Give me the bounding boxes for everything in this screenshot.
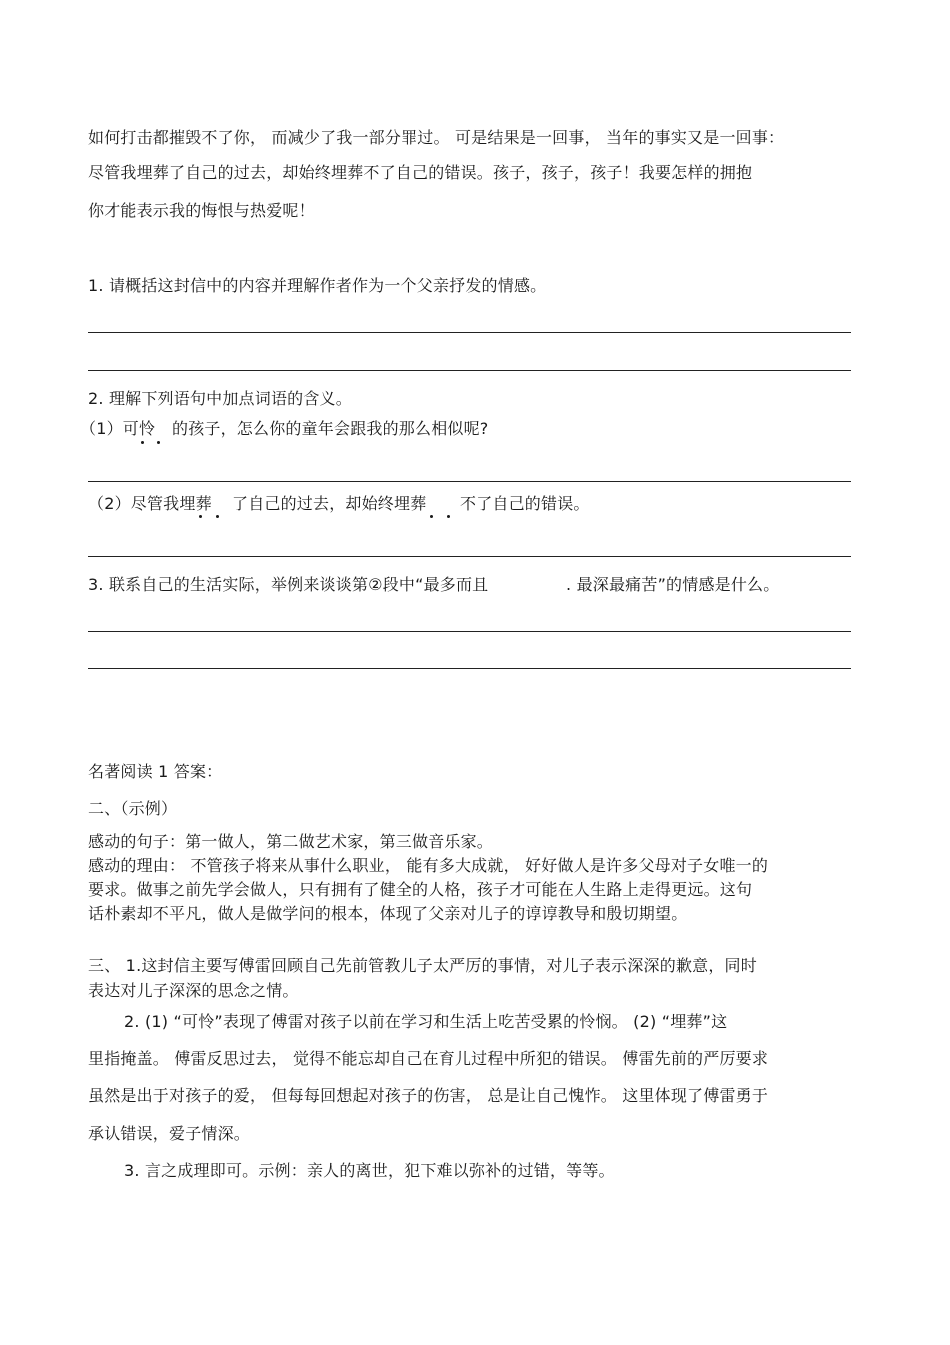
passage-line: 尽管我埋葬了自己的过去，却始终埋葬不了自己的错误。孩子，孩子，孩子！我要怎样的拥抱: [88, 163, 753, 182]
question-3-suffix: . 最深最痛苦”的情感是什么。: [566, 575, 780, 594]
question-1: 1. 请概括这封信中的内容并理解作者作为一个父亲抒发的情感。: [88, 276, 547, 295]
emphasis-dot: [157, 441, 160, 444]
emphasis-dot: [141, 441, 144, 444]
question-2-2-part-c: 不了自己的错误。: [460, 494, 590, 513]
answers-section-2-line: 感动的理由： 不管孩子将来从事什么职业， 能有多大成就， 好好做人是许多父母对子女唯一的: [88, 856, 769, 875]
answers-section-3-line: 三、 1.这封信主要写傅雷回顾自己先前管教儿子太严厉的事情，对儿子表示深深的歉意，同时: [88, 956, 757, 975]
answers-section-3-line: 表达对儿子深深的思念之情。: [88, 981, 299, 1000]
answers-item-2-line: 虽然是出于对孩子的爱， 但每每回想起对孩子的伤害， 总是让自己愧怍。 这里体现了傅雷勇于: [88, 1086, 769, 1105]
question-3-prefix: 3. 联系自己的生活实际，举例来谈谈第②段中“最多而且: [88, 575, 489, 594]
answers-section-2-line: 要求。做事之前先学会做人，只有拥有了健全的人格，孩子才可能在人生路上走得更远。这句: [88, 880, 753, 899]
passage-line: 你才能表示我的悔恨与热爱呢！: [88, 201, 315, 220]
answers-heading: 名著阅读 1 答案：: [88, 762, 223, 781]
emphasis-dot: [216, 515, 219, 518]
emphasis-dot: [447, 515, 450, 518]
answer-line: [88, 370, 851, 371]
answer-line: [88, 481, 851, 482]
answers-item-2-line: 承认错误，爱子情深。: [88, 1124, 251, 1143]
answers-item-2-line: 2. (1) “可怜”表现了傅雷对孩子以前在学习和生活上吃苦受累的怜悯。 (2) “埋葬”这: [124, 1012, 728, 1031]
emphasis-dot: [430, 515, 433, 518]
answer-line: [88, 668, 851, 669]
answer-line: [88, 332, 851, 333]
answers-item-3: 3. 言之成理即可。示例：亲人的离世，犯下难以弥补的过错，等等。: [124, 1161, 615, 1180]
question-2-1-text: 的孩子，怎么你的童年会跟我的那么相似呢?: [172, 419, 489, 438]
answers-section-2-line: 话朴素却不平凡，做人是做学问的根本，体现了父亲对儿子的谆谆教导和殷切期望。: [88, 904, 688, 923]
passage-line: 如何打击都摧毁不了你， 而减少了我一部分罪过。 可是结果是一回事， 当年的事实又是一回事：: [88, 128, 785, 147]
answers-section-2-line: 感动的句子：第一做人，第二做艺术家，第三做音乐家。: [88, 832, 494, 851]
answer-line: [88, 556, 851, 557]
answer-line: [88, 631, 851, 632]
question-2-2-part-b: 了自己的过去，却始终埋葬: [232, 494, 427, 513]
question-2-1-prefix: （1）可怜: [80, 419, 156, 438]
question-2-2-part-a: （2）尽管我埋葬: [88, 494, 212, 513]
question-2-title: 2. 理解下列语句中加点词语的含义。: [88, 389, 352, 408]
emphasis-dot: [199, 515, 202, 518]
answers-item-2-line: 里指掩盖。 傅雷反思过去， 觉得不能忘却自己在育儿过程中所犯的错误。 傅雷先前的严厉要求: [88, 1049, 769, 1068]
answers-section-2-title: 二、（示例）: [88, 799, 178, 818]
